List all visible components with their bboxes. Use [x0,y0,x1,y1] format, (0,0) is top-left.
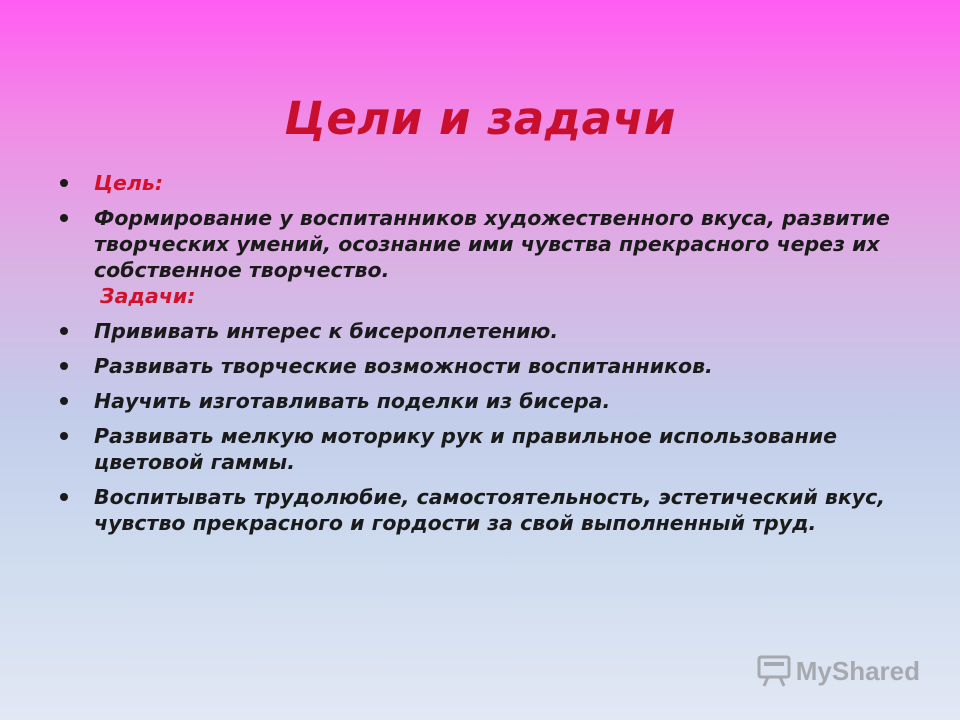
task-text: Научить изготавливать поделки из бисера. [94,389,611,413]
task-item [56,388,916,414]
bullet-goal-text [56,205,916,309]
watermark [756,654,920,688]
bullet-dot-icon [60,214,68,222]
bullet-dot-icon [60,179,68,187]
goal-label: Цель: [94,171,164,195]
slide-title: Цели и задачи [284,92,676,146]
task-item [56,353,916,379]
bullet-goal-label [56,170,916,196]
bullet-dot-icon [60,327,68,335]
task-text: Прививать интерес к бисероплетению. [94,319,559,343]
task-item [56,484,916,536]
task-text: Развивать мелкую моторику рук и правильное использование цветовой гаммы. [94,424,838,474]
task-item [56,318,916,344]
presentation-board-icon [756,654,792,688]
bullet-dot-icon [60,397,68,405]
task-item [56,423,916,475]
bullet-list [56,170,916,545]
task-text: Воспитывать трудолюбие, самостоятельность, эстетический вкус, чувство прекрасного и гордости за свой выполненный труд. [94,485,886,535]
bullet-dot-icon [60,362,68,370]
tasks-label: Задачи: [100,284,196,308]
watermark-text: MyShared [795,655,920,686]
bullet-dot-icon [60,432,68,440]
goal-text: Формирование у воспитанников художественного вкуса, развитие творческих умений, осознание ими чувства прекрасного через их собственное творчество. [94,206,890,282]
task-text: Развивать творческие возможности воспитанников. [94,354,713,378]
bullet-dot-icon [60,493,68,501]
